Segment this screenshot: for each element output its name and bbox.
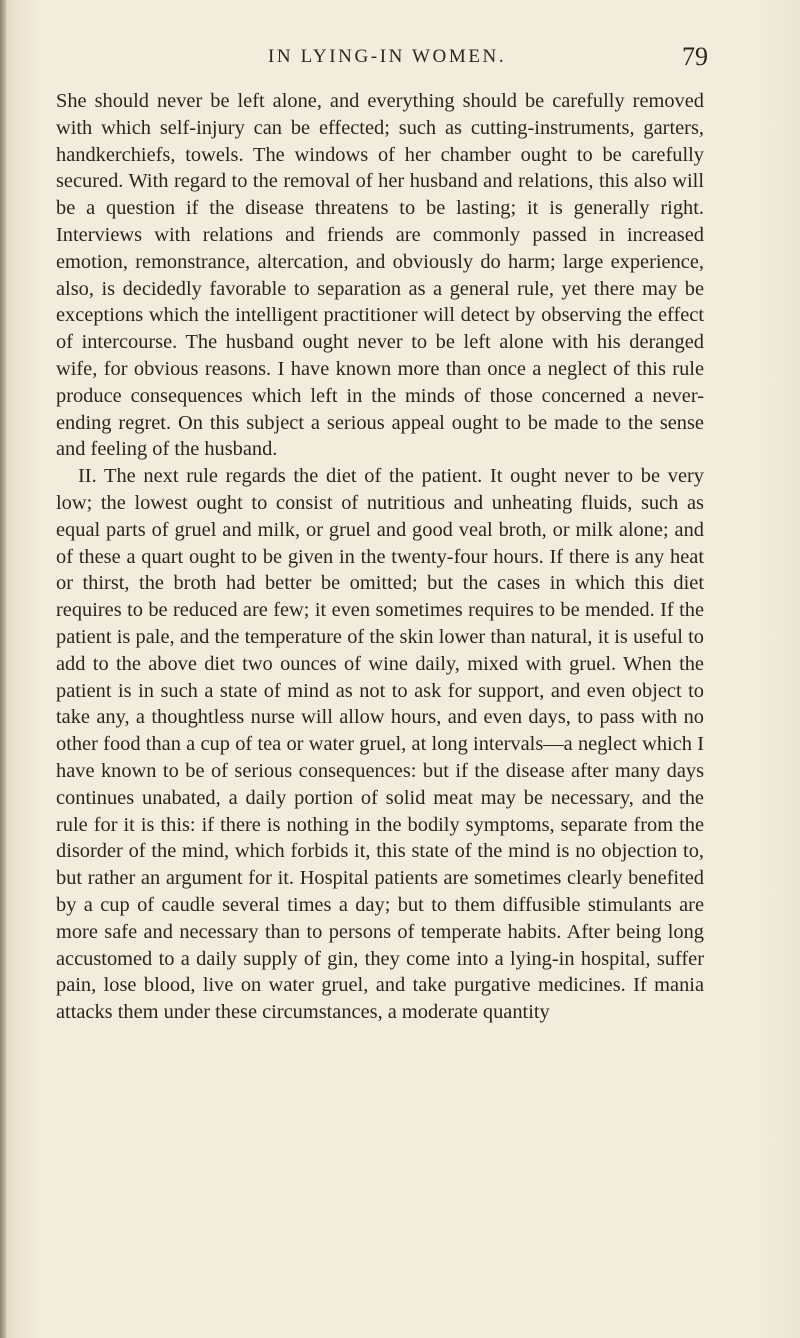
running-head: IN LYING-IN WOMEN.	[268, 46, 507, 67]
paragraph-1: She should never be left alone, and everything should be carefully removed with which self-injury can be effected; such as cutting-instruments, garters, handkerchiefs, towels. The windows of her chamber ought to be carefully secured. With regard to the removal of her husband and relations, this also will be a question if the disease threatens to be lasting; it is generally right. Interviews with relations and friends are commonly passed in increased emotion, remonstrance, altercation, and obviously do harm; large experience, also, is decidedly favorable to separation as a general rule, yet there may be exceptions which the intelligent practitioner will detect by observing the effect of intercourse. The husband ought never to be left alone with his deranged wife, for obvious reasons. I have known more than once a neglect of this rule produce consequences which left in the minds of those concerned a never-ending regret. On this subject a serious appeal ought to be made to the sense and feeling of the husband.	[56, 90, 704, 461]
paragraph-2: II. The next rule regards the diet of the patient. It ought never to be very low; the lowest ought to consist of nutritious and unheating fluids, such as equal parts of gruel and milk, or gruel and good veal broth, or milk alone; and of these a quart ought to be given in the twenty-four hours. If there is any heat or thirst, the broth had better be omitted; but the cases in which this diet requires to be reduced are few; it even sometimes requires to be mended. If the patient is pale, and the temperature of the skin lower than natural, it is useful to add to the above diet two ounces of wine daily, mixed with gruel. When the patient is in such a state of mind as not to ask for support, and even object to take any, a thoughtless nurse will allow hours, and even days, to pass with no other food than a cup of tea or water gruel, at long intervals—a neglect which I have known to be of serious consequences: but if the disease after many days continues unabated, a daily portion of solid meat may be necessary, and the rule for it is this: if there is nothing in the bodily symptoms, separate from the disorder of the mind, which forbids it, this state of the mind is no objection to, but rather an argument for it. Hospital patients are sometimes clearly benefited by a cup of caudle several times a day; but to them diffusible stimulants are more safe and necessary than to persons of temperate habits. After being long accustomed to a daily supply of gin, they come into a lying-in hospital, suffer pain, lose blood, live on water gruel, and take purgative medicines. If mania attacks them under these circumstances, a moderate quantity	[56, 465, 704, 1024]
page-gutter-shadow	[0, 0, 6, 1338]
body-text	[56, 88, 704, 1026]
page-number: 79	[682, 42, 708, 71]
page-header	[0, 42, 800, 86]
